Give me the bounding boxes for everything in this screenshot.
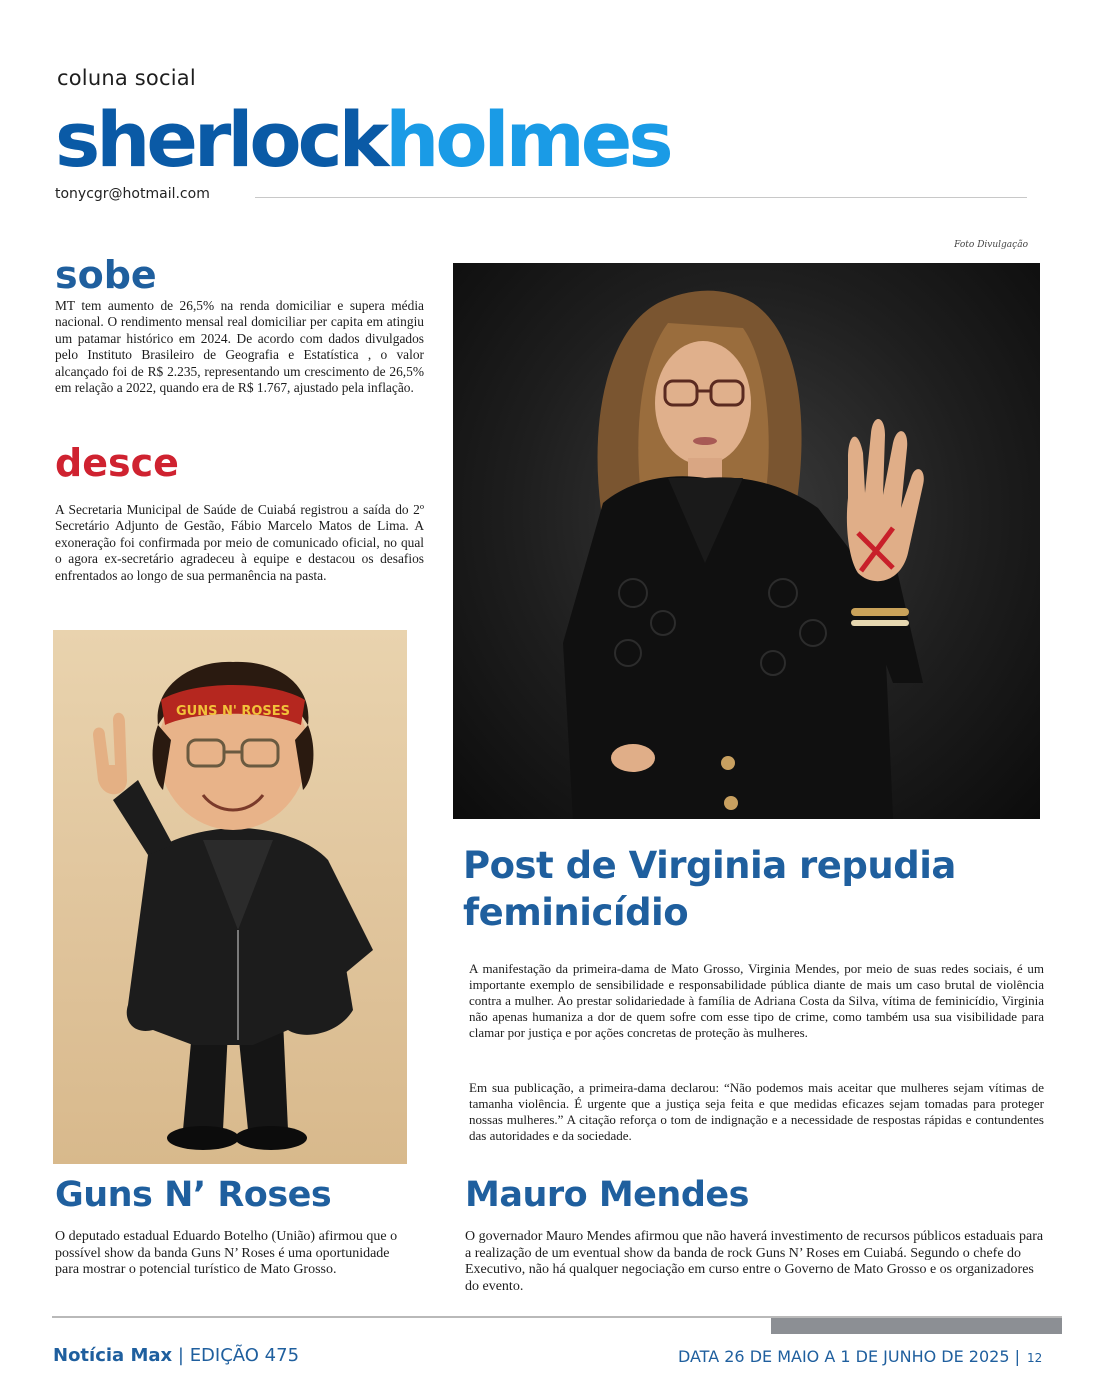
desce-heading: desce: [55, 441, 179, 485]
post-paragraph-2: Em sua publicação, a primeira-dama declarou: “Não podemos mais aceitar que mulheres sejam vítimas de tamanha violência. É urgente que a justiça seja feita e que medidas eficazes sejam tomadas para proteger nossas mulheres.” A citação reforça o tom de indignação e a necessidade de respostas rápidas e contundentes das autoridades e da sociedade.: [469, 1080, 1044, 1143]
publication-name: Notícia Max: [53, 1345, 173, 1366]
footer-bar: [771, 1318, 1062, 1334]
edition-label: EDIÇÃO 475: [189, 1345, 300, 1366]
guns-n-roses-caricature: [53, 630, 407, 1164]
sobe-text: MT tem aumento de 26,5% na renda domiciliar e supera média nacional. O rendimento mensal real domiciliar per capita em atingiu um patamar histórico em 2024. De acordo com dados divulgados pelo Instituto Brasileiro de Geografia e Estatística , o valor alcançado foi de R$ 2.235, representando um crescimento de 26,5% em relação a 2022, quando era de R$ 1.767, ajustado pela inflação.: [55, 298, 424, 396]
guns-text: O deputado estadual Eduardo Botelho (União) afirmou que o possível show da banda Guns N’ Roses é uma oportunidade para mostrar o potencial turístico de Mato Grosso.: [55, 1229, 398, 1278]
sobe-heading: sobe: [55, 253, 157, 297]
column-logo: [55, 95, 670, 185]
author-email: tonycgr@hotmail.com: [55, 186, 210, 202]
virginia-photo: [453, 263, 1040, 819]
virginia-portrait-illustration: [453, 263, 1040, 819]
footer-separator: |: [177, 1345, 184, 1366]
mauro-text: O governador Mauro Mendes afirmou que não haverá investimento de recursos públicos estaduais para a realização de um eventual show da banda de rock Guns N’ Roses em Cuiabá. Segundo o chefe do Executivo, não há qualquer negociação em curso entre o Governo de Mato Grosso e os organizadores do evento.: [465, 1229, 1044, 1294]
footer-date: [600, 1347, 1020, 1366]
photo-credit: Foto Divulgação: [954, 240, 1028, 250]
header-divider: [255, 197, 1027, 198]
desce-text: A Secretaria Municipal de Saúde de Cuiabá registrou a saída do 2º Secretário Adjunto de Gestão, Fábio Marcelo Matos de Lima. A exoneração foi confirmada por meio de comunicado oficial, no qual o agora ex-secretário agradeceu à equipe e destacou os desafios enfrentados ao longo de sua permanência na pasta.: [55, 502, 424, 583]
mauro-heading: Mauro Mendes: [465, 1175, 749, 1215]
logo-part-sherlock: sherlock: [55, 95, 386, 184]
column-kicker: coluna social: [57, 66, 196, 90]
page-number: 12: [1027, 1351, 1043, 1365]
guns-heading: Guns N’ Roses: [55, 1175, 332, 1215]
edition-date: DATA 26 DE MAIO A 1 DE JUNHO DE 2025: [677, 1347, 1010, 1366]
post-headline: Post de Virginia repudia feminicídio: [463, 844, 956, 934]
footer-publication: [53, 1345, 299, 1366]
logo-part-holmes: holmes: [385, 95, 670, 184]
post-paragraph-1: A manifestação da primeira-dama de Mato Grosso, Virginia Mendes, por meio de suas redes sociais, é um importante exemplo de sensibilidade e responsabilidade pública diante de mais um caso brutal de violência contra a mulher. Ao prestar solidariedade à família de Adriana Costa da Silva, vítima de feminicídio, Virginia não apenas humaniza a dor de quem sofre com esse tipo de crime, como também usa sua visibilidade para clamar por justiça e por ações concretas de proteção às mulheres.: [469, 961, 1044, 1040]
caricature-illustration: [53, 630, 407, 1164]
page-separator: |: [1014, 1347, 1020, 1366]
headband-text: GUNS N' ROSES: [175, 704, 291, 719]
